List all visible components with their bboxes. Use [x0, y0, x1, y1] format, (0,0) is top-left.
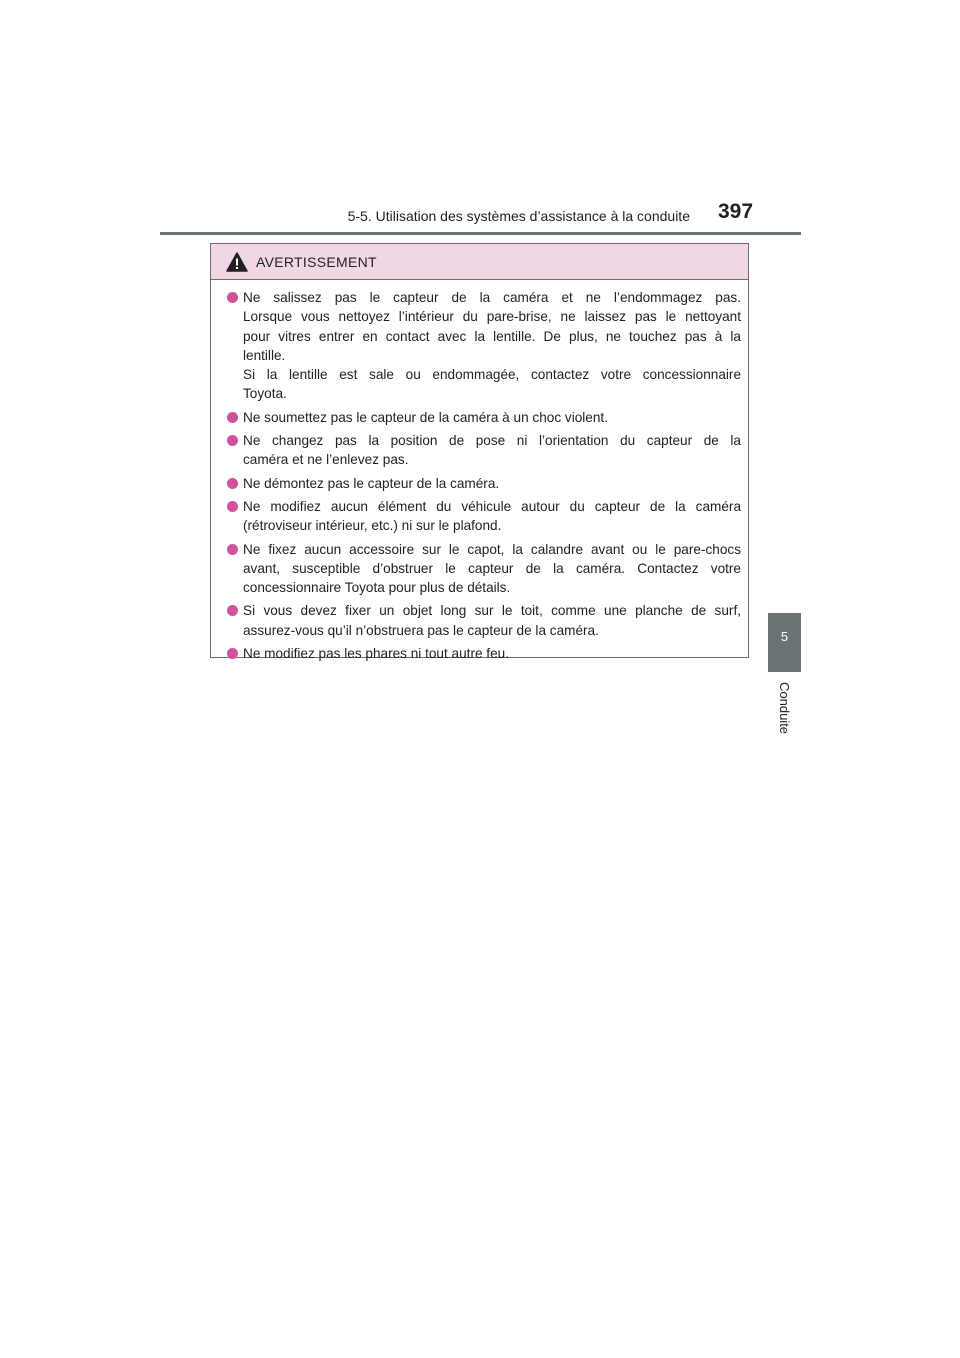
- warning-item: [221, 497, 741, 536]
- warning-text-line: Ne modifiez pas les phares ni tout autre feu.: [243, 646, 509, 662]
- warning-item: [221, 644, 741, 663]
- warning-text-line: Ne changez pas la position de pose ni l’orientation du capteur de la: [243, 433, 741, 449]
- warning-text-line: Ne démontez pas le capteur de la caméra.: [243, 475, 500, 491]
- page-number: 397: [718, 200, 754, 223]
- warning-text-line: (rétroviseur intérieur, etc.) ni sur le plafond.: [243, 518, 502, 534]
- warning-item: [221, 474, 741, 493]
- bullet-icon: [227, 292, 238, 303]
- warning-text-line: lentille.: [243, 347, 286, 363]
- warning-text-line: Si vous devez fixer un objet long sur le toit, comme une planche de surf,: [243, 603, 741, 619]
- bullet-icon: [227, 501, 238, 512]
- warning-text-line: Ne fixez aucun accessoire sur le capot, la calandre avant ou le pare-chocs: [243, 541, 741, 557]
- chapter-tab: 5: [768, 613, 801, 672]
- bullet-icon: [227, 544, 238, 555]
- warning-text-line: Toyota.: [243, 386, 287, 402]
- header-rule: [160, 232, 801, 235]
- warning-list: [211, 280, 748, 663]
- chapter-label: Conduite: [777, 682, 792, 735]
- bullet-icon: [227, 435, 238, 446]
- warning-item: [221, 288, 741, 404]
- warning-text-line: Si la lentille est sale ou endommagée, contactez votre concessionnaire: [243, 367, 741, 383]
- warning-box: [210, 243, 749, 662]
- warning-item: [221, 431, 741, 470]
- warning-header: [211, 244, 748, 280]
- warning-text-line: Ne modifiez aucun élément du véhicule autour du capteur de la caméra: [243, 498, 741, 514]
- warning-text-line: concessionnaire Toyota pour plus de détails.: [243, 580, 511, 596]
- warning-text-line: caméra et ne l’enlevez pas.: [243, 452, 409, 468]
- warning-text-line: assurez-vous qu’il n’obstruera pas le capteur de la caméra.: [243, 622, 599, 638]
- bullet-icon: [227, 412, 238, 423]
- bullet-icon: [227, 648, 238, 659]
- warning-text-line: Lorsque vous nettoyez l’intérieur du pare-brise, ne laissez pas le nettoyant: [243, 309, 741, 325]
- warning-text-line: Ne soumettez pas le capteur de la caméra à un choc violent.: [243, 409, 608, 425]
- bullet-icon: [227, 605, 238, 616]
- warning-item: [221, 601, 741, 640]
- warning-item: [221, 540, 741, 598]
- warning-text-line: pour vitres entrer en contact avec la lentille. De plus, ne touchez pas à la: [243, 328, 741, 344]
- section-title: 5-5. Utilisation des systèmes d’assistance à la conduite: [347, 208, 690, 224]
- warning-triangle-icon: [226, 252, 248, 272]
- warning-text-line: avant, susceptible d’obstruer le capteur de la caméra. Contactez votre: [243, 560, 741, 576]
- warning-title: AVERTISSEMENT: [256, 254, 377, 270]
- warning-item: [221, 408, 741, 427]
- warning-text-line: Ne salissez pas le capteur de la caméra et ne l’endommagez pas.: [243, 290, 741, 305]
- bullet-icon: [227, 478, 238, 489]
